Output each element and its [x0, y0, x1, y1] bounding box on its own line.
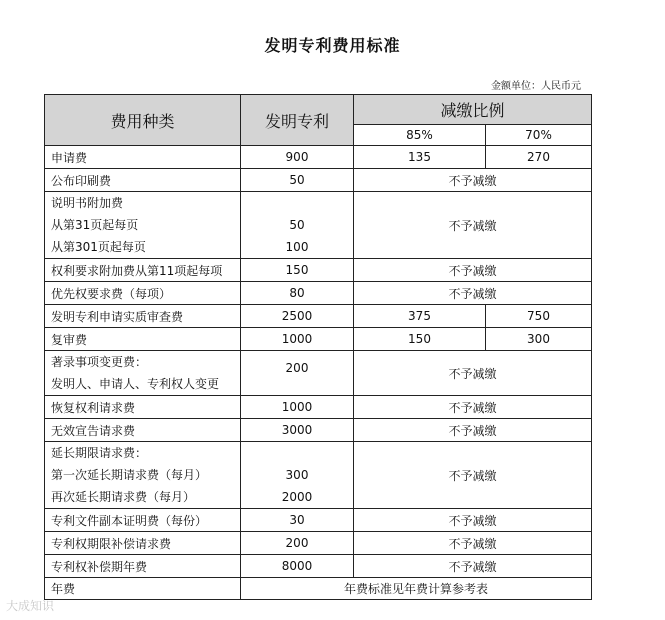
table-row	[45, 328, 592, 351]
no-reduction: 不予减缴	[354, 509, 592, 532]
header-pct-85: 85%	[354, 125, 486, 146]
fee-sub-name: 第一次延长期请求费（每月）	[51, 468, 208, 482]
fee-sub-name: 再次延长期请求费（每月）	[51, 490, 196, 504]
table-row	[45, 259, 592, 282]
fee-amount: 80	[241, 282, 354, 305]
fee-name: 恢复权利请求费	[45, 396, 241, 419]
fee-amount: 1000	[241, 396, 354, 419]
fee-amount: 300	[285, 468, 309, 482]
fee-85: 150	[354, 328, 486, 351]
fee-sub-name: 从第31页起每页	[51, 218, 139, 232]
fee-sub-name: 从第301页起每页	[51, 240, 146, 254]
no-reduction: 不予减缴	[354, 442, 592, 509]
no-reduction: 不予减缴	[354, 169, 592, 192]
fee-name: 专利权补偿期年费	[45, 555, 241, 578]
fee-name: 专利文件副本证明费（每份）	[45, 509, 241, 532]
fee-amount: 200	[241, 532, 354, 555]
table-row	[45, 442, 592, 509]
no-reduction: 不予减缴	[354, 555, 592, 578]
fee-name: 延长期限请求费：	[51, 446, 148, 460]
fee-amount: 100	[285, 240, 309, 254]
header-reduction-ratio: 减缴比例	[354, 95, 592, 125]
fee-table	[44, 94, 592, 600]
table-row	[45, 169, 592, 192]
header-fee-type: 费用种类	[45, 95, 241, 146]
no-reduction: 不予减缴	[354, 192, 592, 259]
fee-name: 专利权期限补偿请求费	[45, 532, 241, 555]
fee-70: 270	[486, 146, 592, 169]
table-row	[45, 578, 592, 600]
header-invention-patent: 发明专利	[241, 95, 354, 146]
fee-amount: 8000	[241, 555, 354, 578]
table-row	[45, 396, 592, 419]
fee-amount: 200	[241, 351, 354, 396]
table-row	[45, 146, 592, 169]
fee-amount: 30	[241, 509, 354, 532]
fee-name: 著录事项变更费：	[51, 355, 148, 369]
fee-sub-name: 发明人、申请人、专利权人变更	[51, 377, 220, 391]
table-row	[45, 419, 592, 442]
fee-70: 750	[486, 305, 592, 328]
currency-unit-note: 金额单位：人民币元	[491, 81, 581, 92]
fee-70: 300	[486, 328, 592, 351]
fee-name: 优先权要求费（每项）	[45, 282, 241, 305]
table-row	[45, 282, 592, 305]
fee-85: 375	[354, 305, 486, 328]
table-row	[45, 509, 592, 532]
fee-name: 申请费	[45, 146, 241, 169]
table-row	[45, 305, 592, 328]
table-row	[45, 192, 592, 259]
fee-name: 发明专利申请实质审查费	[45, 305, 241, 328]
fee-amount: 2000	[281, 490, 313, 504]
fee-name: 公布印刷费	[45, 169, 241, 192]
fee-name: 复审费	[45, 328, 241, 351]
no-reduction: 不予减缴	[354, 419, 592, 442]
fee-name: 无效宣告请求费	[45, 419, 241, 442]
table-row	[45, 532, 592, 555]
fee-amount: 1000	[241, 328, 354, 351]
annual-fee-note: 年费标准见年费计算参考表	[241, 578, 592, 600]
fee-name: 年费	[45, 578, 241, 600]
header-pct-70: 70%	[486, 125, 592, 146]
fee-amount: 50	[241, 169, 354, 192]
fee-amount: 50	[289, 218, 305, 232]
fee-amount: 2500	[241, 305, 354, 328]
fee-name: 权利要求附加费从第11项起每项	[45, 259, 241, 282]
fee-85: 135	[354, 146, 486, 169]
fee-amount: 150	[241, 259, 354, 282]
no-reduction: 不予减缴	[354, 282, 592, 305]
watermark: 大成知识	[6, 599, 55, 613]
fee-amount: 3000	[241, 419, 354, 442]
no-reduction: 不予减缴	[354, 532, 592, 555]
table-row	[45, 351, 592, 396]
fee-name: 说明书附加费	[51, 196, 124, 210]
fee-amount: 900	[241, 146, 354, 169]
table-row	[45, 555, 592, 578]
no-reduction: 不予减缴	[354, 396, 592, 419]
no-reduction: 不予减缴	[354, 259, 592, 282]
page-title: 发明专利费用标准	[264, 36, 401, 55]
no-reduction: 不予减缴	[354, 351, 592, 396]
